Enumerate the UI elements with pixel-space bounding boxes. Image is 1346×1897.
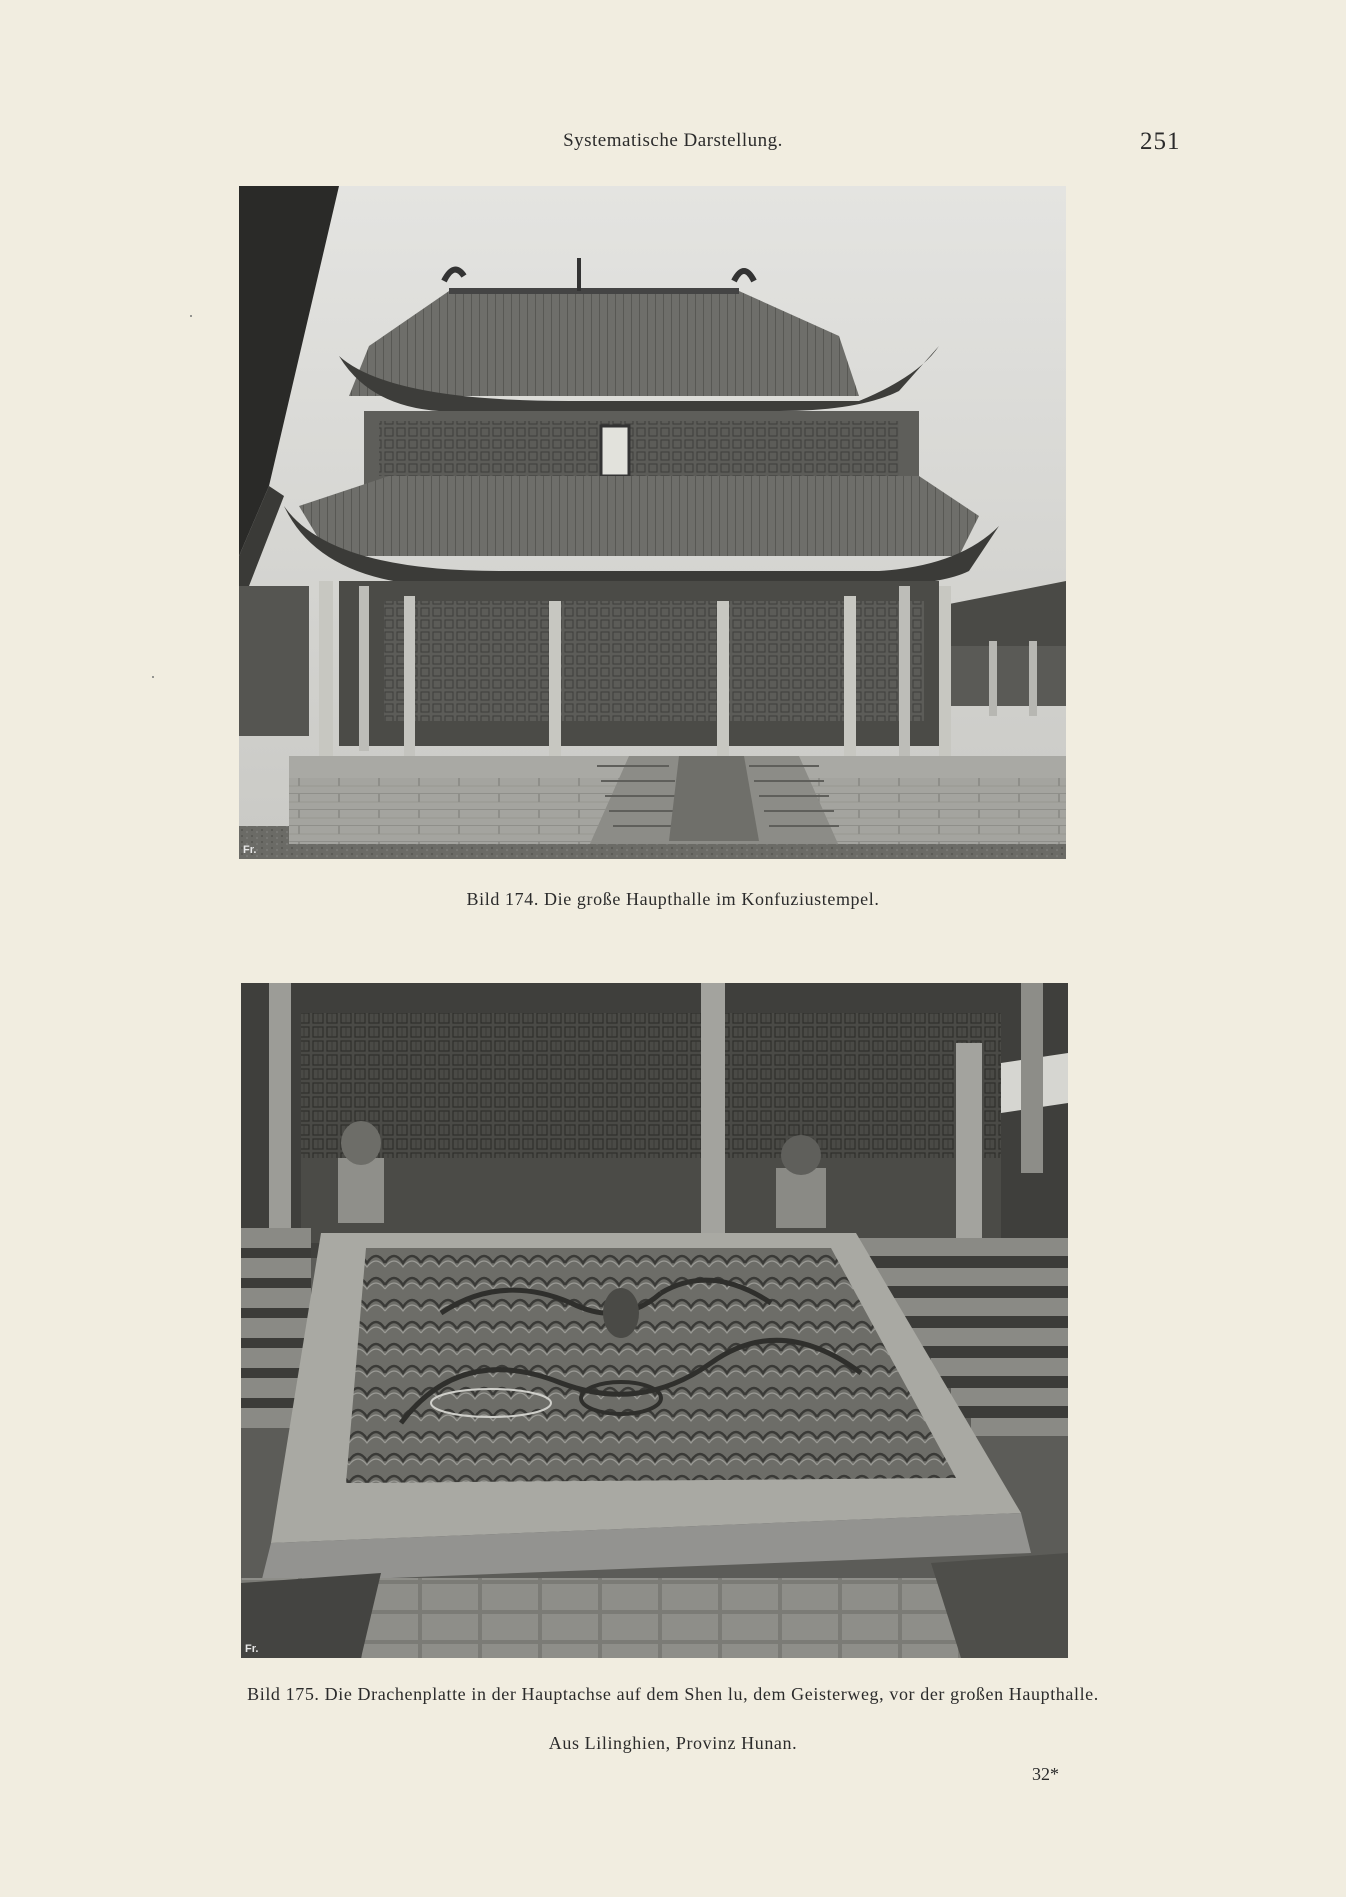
paper-speck — [152, 676, 154, 678]
dragon-slab-illustration — [241, 983, 1068, 1658]
figure-caption: Bild 175. Die Drachenplatte in der Hauptachse auf dem Shen lu, dem Geisterweg, vor der großen Haupthalle. — [247, 1684, 1099, 1704]
figure-subcaption: Aus Lilinghien, Provinz Hunan. — [548, 1733, 798, 1753]
photo-dragon-slab — [241, 983, 1068, 1658]
photo-main-hall — [239, 186, 1066, 859]
running-head: Systematische Darstellung. — [563, 130, 783, 151]
main-hall-illustration — [239, 186, 1066, 859]
paper-speck — [190, 315, 192, 317]
printer-signature: 32* — [1032, 1764, 1059, 1784]
photo-credit-initials: Fr. — [243, 844, 257, 856]
page-number: 251 — [1140, 128, 1181, 155]
photo-credit-initials: Fr. — [245, 1643, 259, 1655]
figure-caption: Bild 174. Die große Haupthalle im Konfuziustempel. — [466, 889, 880, 909]
